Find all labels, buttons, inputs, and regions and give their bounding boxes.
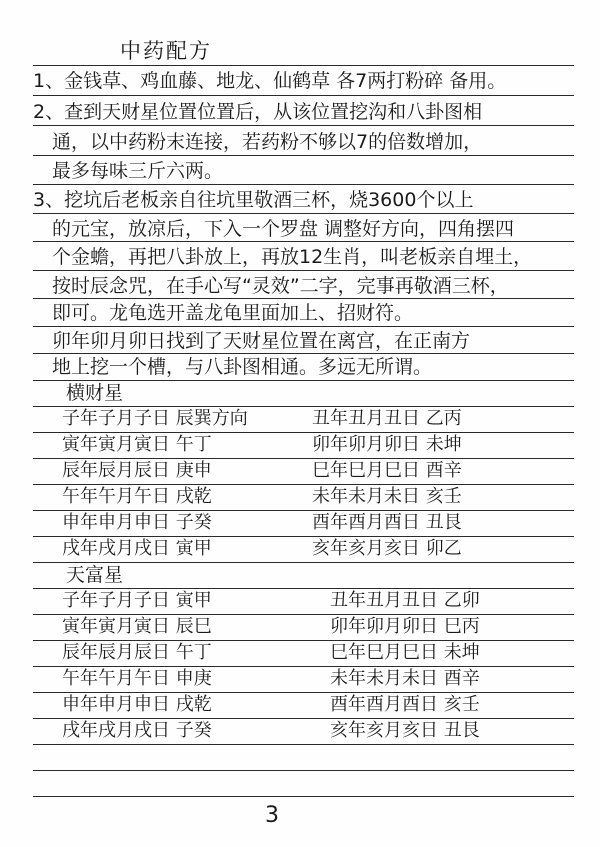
table-cell: 未年未月未日 亥壬 (312, 486, 462, 507)
ruled-line (33, 770, 574, 771)
ruled-line (33, 666, 574, 667)
table-cell: 丑年丑月丑日 乙丙 (312, 408, 462, 429)
ruled-line (33, 536, 574, 537)
table-cell: 申年申月申日 子癸 (62, 512, 212, 533)
ruled-line (33, 510, 574, 511)
ruled-line (33, 213, 574, 214)
table-cell: 辰年辰月辰日 庚申 (62, 460, 212, 481)
table-cell: 戌年戌月戌日 子癸 (62, 720, 212, 741)
ruled-line (33, 640, 574, 641)
ruled-line (33, 353, 574, 354)
paragraph-line: 的元宝，放凉后，下入一个罗盘 调整好方向，四角摆四 (52, 218, 515, 240)
table-cell: 辰年辰月辰日 午丁 (62, 642, 212, 663)
ruled-line (33, 125, 574, 126)
table-cell: 戌年戌月戌日 寅甲 (62, 538, 212, 559)
paragraph-line: 按时辰念咒，在手心写“灵效”二字，完事再敬酒三杯， (52, 275, 509, 297)
ruled-line (33, 95, 574, 96)
paragraph-line: 个金蟾，再把八卦放上，再放12生肖，叫老板亲自埋土， (52, 246, 533, 268)
paragraph-line: 即可。龙龟选开盖龙龟里面加上、招财符。 (52, 302, 414, 324)
paragraph-line: 地上挖一个槽，与八卦图相通。多远无所谓。 (52, 356, 433, 378)
table-cell: 巳年巳月巳日 酉辛 (312, 460, 462, 481)
paragraph-line: 卯年卯月卯日找到了天财星位置在离宫，在正南方 (52, 330, 471, 352)
ruled-line (33, 692, 574, 693)
ruled-line (33, 65, 574, 66)
table-cell: 巳年巳月巳日 未坤 (330, 642, 480, 663)
table-cell: 未年未月未日 酉辛 (330, 668, 480, 689)
ruled-line (33, 298, 574, 299)
ruled-line (33, 406, 574, 407)
ruled-line (33, 458, 574, 459)
paragraph-line: 最多每味三斤六两。 (52, 160, 224, 182)
ruled-line (33, 562, 574, 563)
table-cell: 丑年丑月丑日 乙卯 (330, 590, 480, 611)
paragraph-line: 2、查到天财星位置位置后，从该位置挖沟和八卦图相 (33, 101, 483, 123)
ruled-line (33, 380, 574, 381)
table-cell: 亥年亥月亥日 丑艮 (330, 720, 480, 741)
ruled-line (33, 744, 574, 745)
ruled-line (33, 588, 574, 589)
section-heading: 横财星 (66, 382, 124, 404)
table-cell: 寅年寅月寅日 午丁 (62, 434, 212, 455)
section-heading: 天富星 (66, 564, 124, 586)
table-cell: 申年申月申日 戌乾 (62, 694, 212, 715)
table-cell: 子年子月子日 辰巽方向 (62, 408, 248, 429)
table-cell: 酉年酉月酉日 亥壬 (330, 694, 480, 715)
table-cell: 子年子月子日 寅甲 (62, 590, 212, 611)
ruled-line (33, 326, 574, 327)
table-cell: 午年午月午日 戌乾 (62, 486, 212, 507)
ruled-line (33, 241, 574, 242)
ruled-line (33, 432, 574, 433)
paragraph-line: 通，以中药粉末连接，若药粉不够以7的倍数增加， (52, 131, 483, 153)
table-cell: 亥年亥月亥日 卯乙 (312, 538, 462, 559)
table-cell: 酉年酉月酉日 丑艮 (312, 512, 462, 533)
ruled-line (33, 484, 574, 485)
ruled-line (33, 184, 574, 185)
table-cell: 寅年寅月寅日 辰巳 (62, 616, 212, 637)
page-title: 中药配方 (120, 39, 212, 63)
ruled-line (33, 796, 574, 797)
paragraph-line: 1、金钱草、鸡血藤、地龙、仙鹤草 各7两打粉碎 备用。 (33, 70, 507, 92)
ruled-line (33, 270, 574, 271)
table-cell: 卯年卯月卯日 未坤 (312, 434, 462, 455)
ruled-line (33, 155, 574, 156)
ruled-line (33, 718, 574, 719)
table-cell: 午年午月午日 申庚 (62, 668, 212, 689)
ruled-line (33, 614, 574, 615)
page-number: 3 (265, 803, 279, 828)
table-cell: 卯年卯月卯日 巳丙 (330, 616, 480, 637)
paragraph-line: 3、挖坑后老板亲自往坑里敬酒三杯，烧3600个以上 (33, 189, 474, 211)
